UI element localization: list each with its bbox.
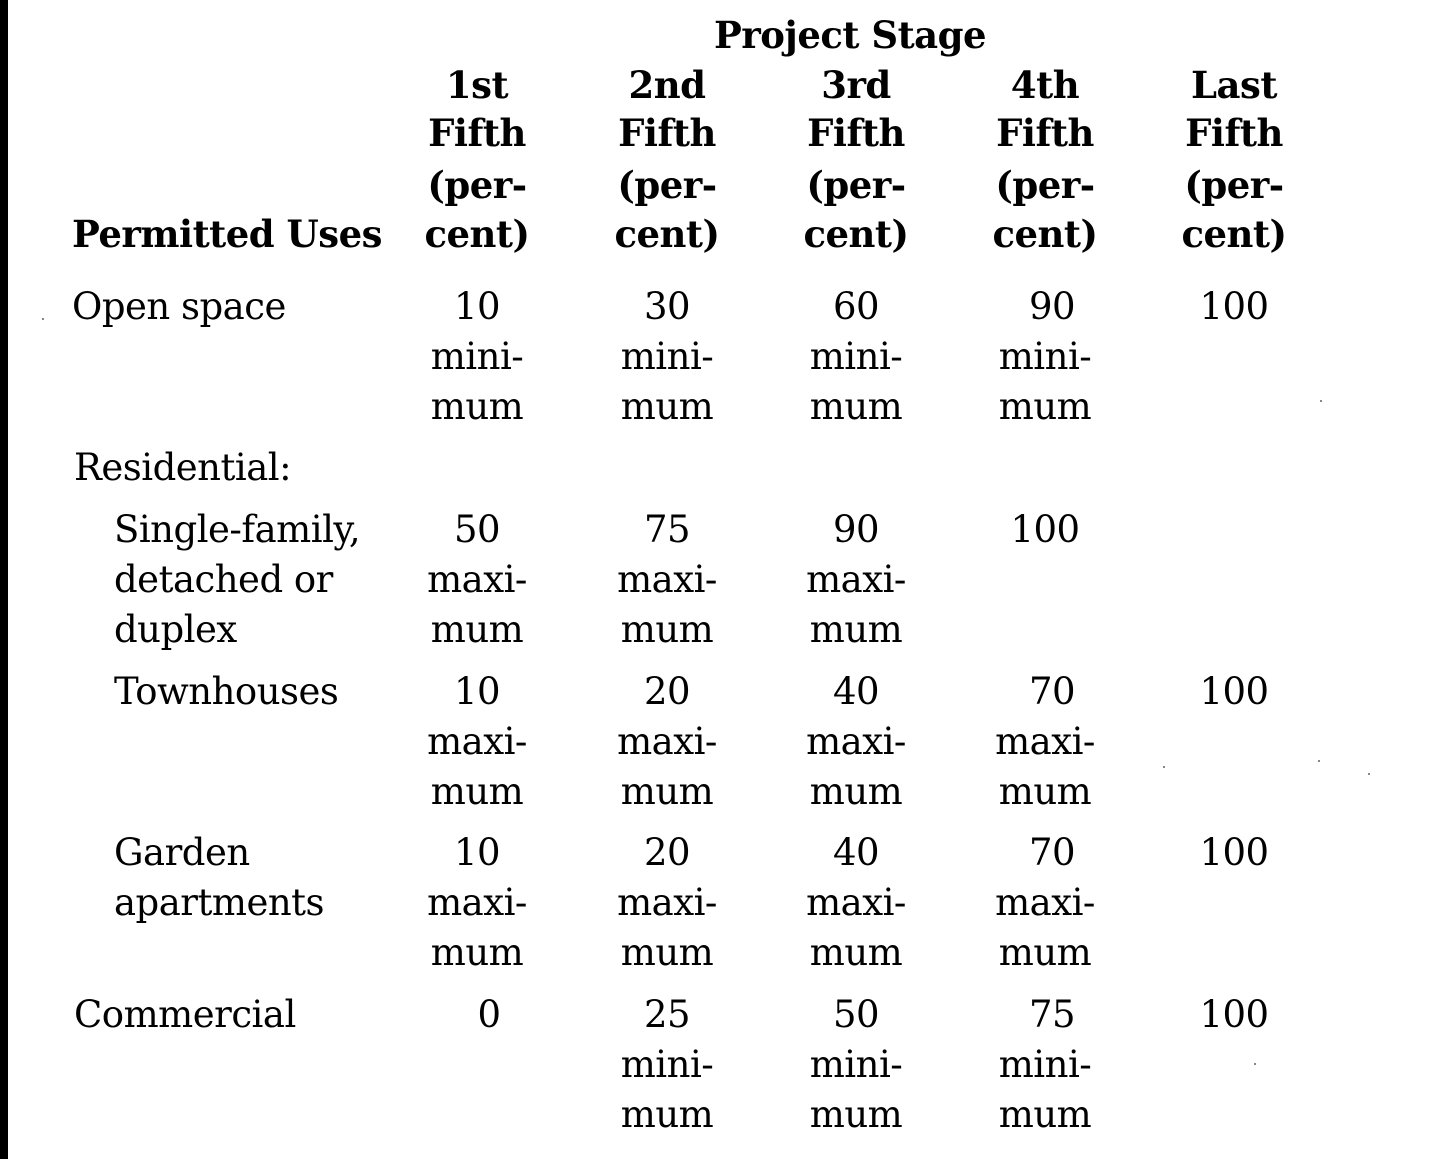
row-label-garden-apartments-line2: apartments <box>114 881 325 924</box>
cell-value: 100 <box>1199 285 1269 328</box>
scan-speck <box>42 318 44 320</box>
cell-value: 75 <box>643 508 691 551</box>
cell-qualifier: maxi- <box>806 558 906 601</box>
cell-value: 75 <box>1028 993 1076 1036</box>
stage-header-3-line4: cent) <box>803 212 909 256</box>
cell-qualifier: mum <box>620 385 714 428</box>
cell-qualifier: mum <box>430 931 524 974</box>
cell-qualifier: maxi- <box>617 881 717 924</box>
cell-qualifier: maxi- <box>427 881 527 924</box>
stage-header-4-line4: cent) <box>992 212 1098 256</box>
cell-value: 20 <box>643 831 691 874</box>
cell-qualifier: maxi- <box>806 720 906 763</box>
stage-header-4-line1: 4th <box>1010 63 1080 107</box>
scan-speck <box>1254 1063 1256 1065</box>
row-label-commercial: Commercial <box>74 993 296 1036</box>
row-label-residential: Residential: <box>74 446 292 489</box>
stage-header-1-line2: Fifth <box>428 111 526 155</box>
cell-value: 50 <box>453 508 501 551</box>
cell-qualifier: maxi- <box>995 881 1095 924</box>
cell-qualifier: mini- <box>620 1043 714 1086</box>
cell-qualifier: mini- <box>998 1043 1092 1086</box>
cell-qualifier: mini- <box>809 1043 903 1086</box>
cell-qualifier: maxi- <box>806 881 906 924</box>
stage-header-1-line1: 1st <box>445 63 509 107</box>
cell-qualifier: maxi- <box>617 558 717 601</box>
row-label-single-family-line1: Single-family, <box>114 508 361 551</box>
stage-header-5-line1: Last <box>1191 63 1277 107</box>
cell-qualifier: mini- <box>809 335 903 378</box>
cell-value: 40 <box>832 670 880 713</box>
cell-value: 90 <box>832 508 880 551</box>
cell-value: 50 <box>832 993 880 1036</box>
cell-qualifier: mum <box>430 770 524 813</box>
row-label-open-space: Open space <box>72 285 286 328</box>
cell-qualifier: mum <box>620 1093 714 1136</box>
cell-qualifier: mum <box>430 608 524 651</box>
cell-value: 20 <box>643 670 691 713</box>
stage-header-3-line1: 3rd <box>821 63 891 107</box>
cell-qualifier: maxi- <box>427 558 527 601</box>
cell-value: 60 <box>832 285 880 328</box>
cell-qualifier: mum <box>809 608 903 651</box>
cell-qualifier: maxi- <box>995 720 1095 763</box>
stage-header-2-line3: (per- <box>617 163 717 207</box>
cell-value: 100 <box>1199 670 1269 713</box>
cell-qualifier: mini- <box>998 335 1092 378</box>
cell-value: 30 <box>643 285 691 328</box>
stage-header-5-line2: Fifth <box>1185 111 1283 155</box>
project-stage-heading: Project Stage <box>713 13 987 57</box>
cell-qualifier: mum <box>620 608 714 651</box>
cell-value: 10 <box>453 670 501 713</box>
stage-header-3-line3: (per- <box>806 163 906 207</box>
cell-qualifier: mum <box>998 1093 1092 1136</box>
stage-header-3-line2: Fifth <box>807 111 905 155</box>
permitted-uses-heading: Permitted Uses <box>72 212 383 256</box>
scan-speck <box>1318 760 1320 762</box>
cell-value: 25 <box>643 993 691 1036</box>
stage-header-5-line3: (per- <box>1184 163 1284 207</box>
cell-qualifier: maxi- <box>617 720 717 763</box>
cell-value: 70 <box>1028 831 1076 874</box>
left-margin-rule <box>0 0 8 1159</box>
row-label-single-family-line2: detached or <box>114 558 333 601</box>
scan-speck <box>1368 773 1370 775</box>
cell-qualifier: mum <box>430 385 524 428</box>
cell-qualifier: mum <box>809 931 903 974</box>
cell-qualifier: mum <box>998 385 1092 428</box>
stage-header-1-line3: (per- <box>427 163 527 207</box>
row-label-garden-apartments-line1: Garden <box>114 831 250 874</box>
stage-header-1-line4: cent) <box>424 212 530 256</box>
scan-speck <box>1163 766 1165 768</box>
cell-value: 10 <box>453 285 501 328</box>
cell-value: 100 <box>1010 508 1080 551</box>
stage-header-2-line2: Fifth <box>618 111 716 155</box>
cell-qualifier: mum <box>809 385 903 428</box>
cell-qualifier: mum <box>620 770 714 813</box>
cell-value: 10 <box>453 831 501 874</box>
cell-qualifier: mini- <box>430 335 524 378</box>
stage-header-4-line3: (per- <box>995 163 1095 207</box>
cell-qualifier: mum <box>809 1093 903 1136</box>
cell-value: 100 <box>1199 831 1269 874</box>
cell-qualifier: mum <box>809 770 903 813</box>
stage-header-2-line4: cent) <box>614 212 720 256</box>
cell-qualifier: mini- <box>620 335 714 378</box>
row-label-townhouses: Townhouses <box>114 670 339 713</box>
cell-value: 0 <box>477 993 501 1036</box>
stage-header-5-line4: cent) <box>1181 212 1287 256</box>
cell-qualifier: mum <box>998 770 1092 813</box>
row-label-single-family-line3: duplex <box>114 608 237 651</box>
cell-value: 100 <box>1199 993 1269 1036</box>
cell-qualifier: mum <box>998 931 1092 974</box>
cell-value: 40 <box>832 831 880 874</box>
stage-header-2-line1: 2nd <box>628 63 706 107</box>
stage-header-4-line2: Fifth <box>996 111 1094 155</box>
cell-qualifier: maxi- <box>427 720 527 763</box>
cell-qualifier: mum <box>620 931 714 974</box>
scan-speck <box>1320 400 1322 402</box>
cell-value: 70 <box>1028 670 1076 713</box>
cell-value: 90 <box>1028 285 1076 328</box>
